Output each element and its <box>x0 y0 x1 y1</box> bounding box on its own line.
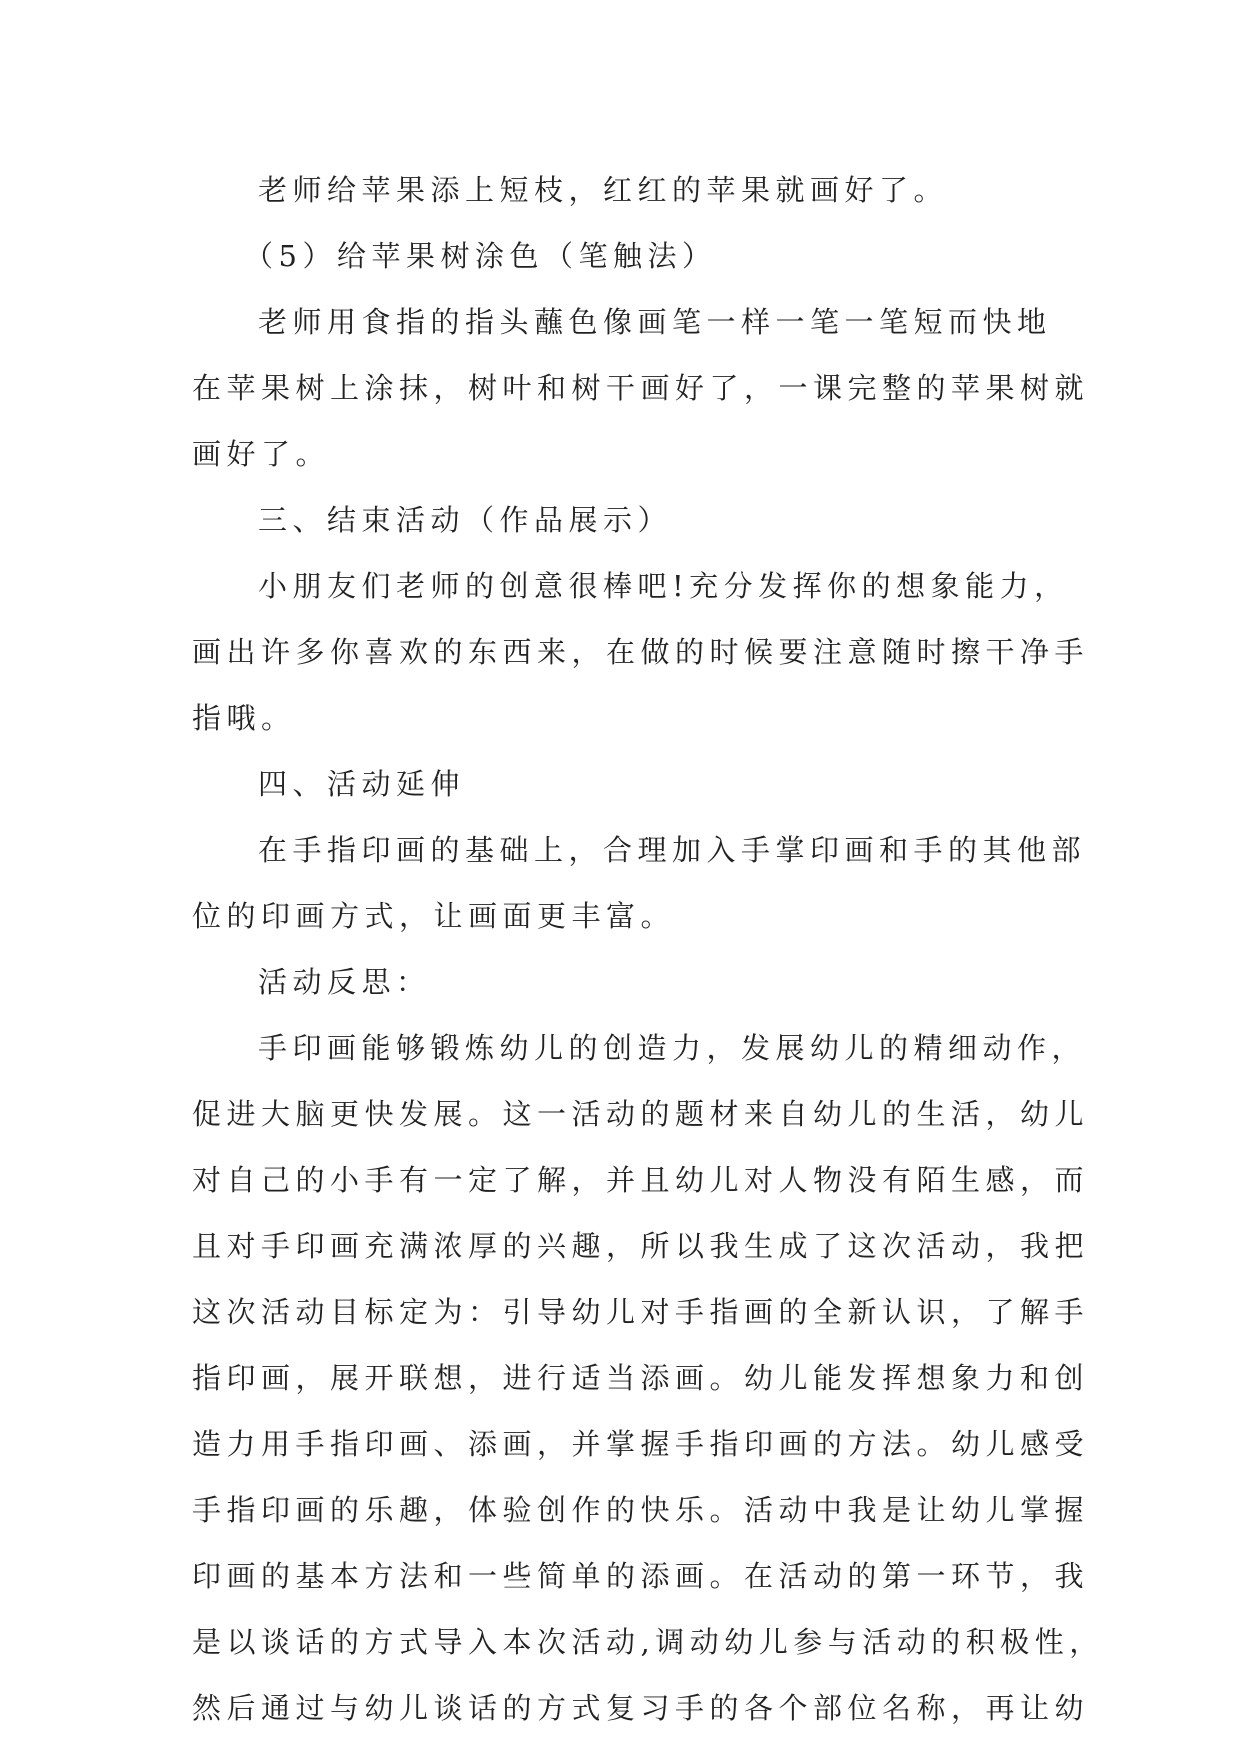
text-line: 位的印画方式，让画面更丰富。 <box>192 899 676 933</box>
text-line: 老师用食指的指头蘸色像画笔一样一笔一笔短而快地 <box>258 305 1052 339</box>
text-line: 小朋友们老师的创意很棒吧!充分发挥你的想象能力， <box>258 569 1069 603</box>
text-line: 画出许多你喜欢的东西来，在做的时候要注意随时擦干净手 <box>192 635 1090 669</box>
section-heading: 四、活动延伸 <box>258 767 466 801</box>
section-heading: 活动反思： <box>258 965 431 999</box>
text-line: 这次活动目标定为：引导幼儿对手指画的全新认识，了解手 <box>192 1295 1090 1329</box>
text-line: 指哦。 <box>192 701 296 735</box>
text-line: 促进大脑更快发展。这一活动的题材来自幼儿的生活，幼儿 <box>192 1097 1090 1131</box>
text-line: 画好了。 <box>192 437 331 471</box>
text-line: 在手指印画的基础上，合理加入手掌印画和手的其他部 <box>258 833 1087 867</box>
text-line: 手印画能够锻炼幼儿的创造力，发展幼儿的精细动作， <box>258 1031 1087 1065</box>
text-line: 老师给苹果添上短枝，红红的苹果就画好了。 <box>258 173 949 207</box>
text-line: 然后通过与幼儿谈话的方式复习手的各个部位名称，再让幼 <box>192 1691 1090 1725</box>
text-line: 在苹果树上涂抹，树叶和树干画好了，一课完整的苹果树就 <box>192 371 1090 405</box>
text-line: （5）给苹果树涂色（笔触法） <box>244 239 717 273</box>
text-line: 手指印画的乐趣，体验创作的快乐。活动中我是让幼儿掌握 <box>192 1493 1090 1527</box>
text-line: 造力用手指印画、添画，并掌握手指印画的方法。幼儿感受 <box>192 1427 1090 1461</box>
text-line: 且对手印画充满浓厚的兴趣，所以我生成了这次活动，我把 <box>192 1229 1090 1263</box>
text-line: 指印画，展开联想，进行适当添画。幼儿能发挥想象力和创 <box>192 1361 1090 1395</box>
section-heading: 三、结束活动（作品展示） <box>258 503 673 537</box>
document-body <box>192 157 1104 1741</box>
text-line: 印画的基本方法和一些简单的添画。在活动的第一环节，我 <box>192 1559 1090 1593</box>
text-line: 对自己的小手有一定了解，并且幼儿对人物没有陌生感，而 <box>192 1163 1090 1197</box>
text-line: 是以谈话的方式导入本次活动,调动幼儿参与活动的积极性， <box>192 1625 1104 1659</box>
